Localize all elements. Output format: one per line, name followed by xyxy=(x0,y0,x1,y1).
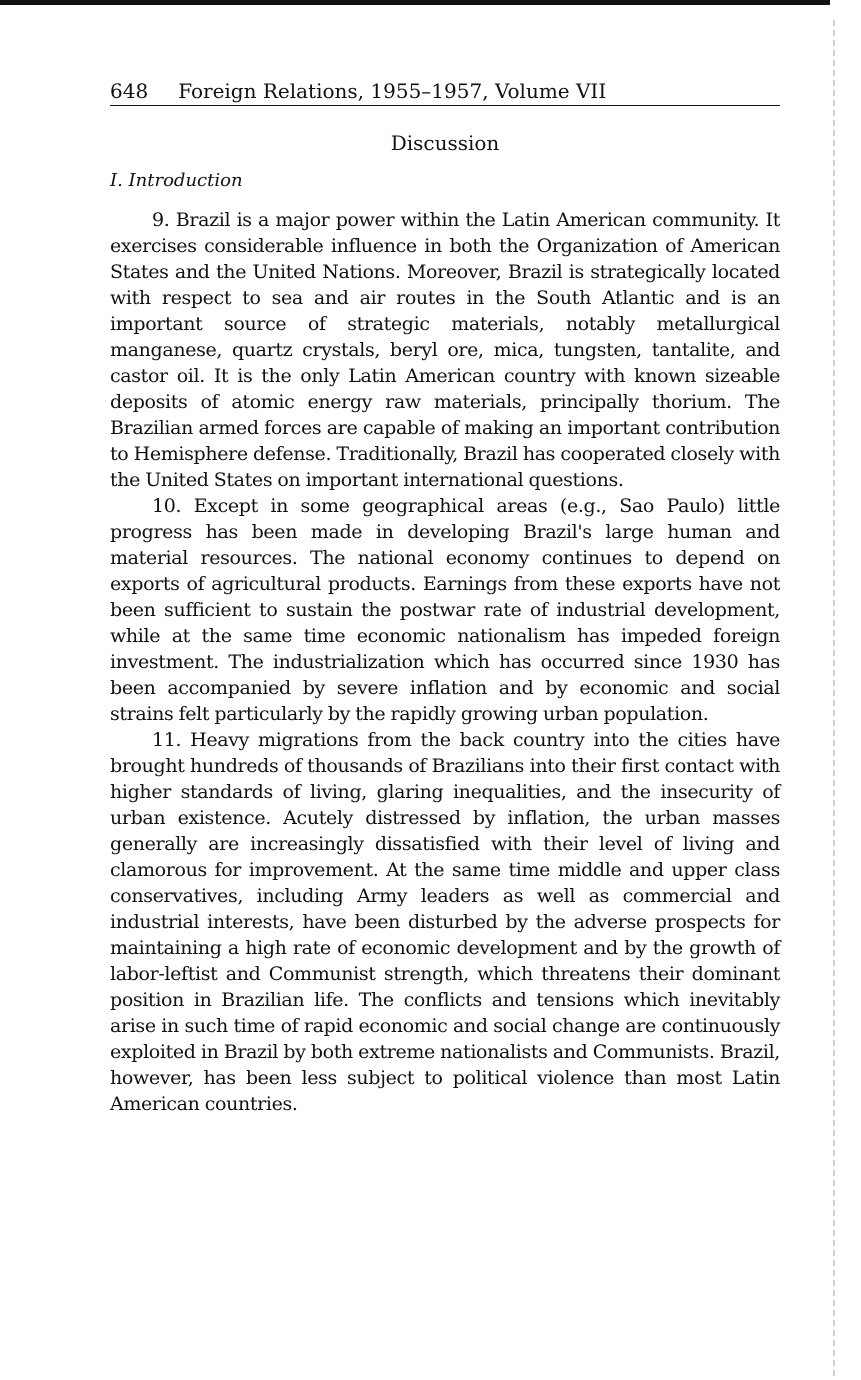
scan-right-edge xyxy=(833,20,835,1380)
running-title: Foreign Relations, 1955–1957, Volume VII xyxy=(178,79,607,103)
running-head xyxy=(110,78,780,106)
document-page xyxy=(110,78,780,1117)
paragraph-9: 9. Brazil is a major power within the Latin American community. It exercises considerable influence in both the Organization of American States and the United Nations. Moreover, Brazil is strategically located with respect to sea and air routes in the South Atlantic and is an important source of strategic materials, notably metallurgical manganese, quartz crystals, beryl ore, mica, tungsten, tantalite, and castor oil. It is the only Latin American country with known sizeable deposits of atomic energy raw materials, principally thorium. The Brazilian armed forces are capable of making an important contribution to Hemisphere defense. Traditionally, Brazil has cooperated closely with the United States on important international questions. xyxy=(110,209,780,491)
subheading: I. Introduction xyxy=(110,170,243,191)
paragraph-11: 11. Heavy migrations from the back country into the cities have brought hundreds of thousands of Brazilians into their first contact with higher standards of living, glaring inequalities, and the insecurity of urban existence. Acutely distressed by inflation, the urban masses generally are increasingly dissatisfied with their level of living and clamorous for improvement. At the same time middle and upper class conservatives, including Army leaders as well as commercial and industrial interests, have been disturbed by the adverse prospects for maintaining a high rate of economic development and by the growth of labor-leftist and Communist strength, which threatens their dominant position in Brazilian life. The conflicts and tensions which inevitably arise in such time of rapid economic and social change are continuously exploited in Brazil by both extreme nationalists and Communists. Brazil, however, has been less subject to political violence than most Latin American countries. xyxy=(110,729,780,1115)
section-title: Discussion xyxy=(390,131,500,155)
paragraph-10: 10. Except in some geographical areas (e.g., Sao Paulo) little progress has been made in developing Brazil's large human and material resources. The national economy continues to depend on exports of agricultural products. Earnings from these exports have not been sufficient to sustain the postwar rate of industrial development, while at the same time economic nationalism has impeded foreign investment. The industrialization which has occurred since 1930 has been accompanied by severe inflation and by economic and social strains felt particularly by the rapidly growing urban population. xyxy=(110,495,780,725)
page-number: 648 xyxy=(110,79,149,103)
scan-top-edge xyxy=(0,0,830,5)
